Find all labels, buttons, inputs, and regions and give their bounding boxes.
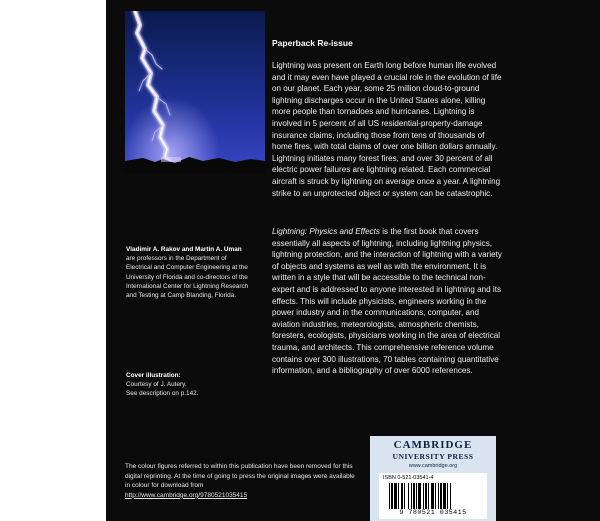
back-cover (106, 0, 600, 521)
cover-photo-lightning (125, 11, 265, 174)
cover-illustration-credit (126, 371, 254, 399)
colour-figures-note (125, 462, 355, 500)
description-paragraph-2 (272, 226, 504, 377)
publisher-logo-line-1: CAMBRIDGE (393, 439, 473, 451)
reissue-heading: Paperback Re-issue (272, 38, 353, 48)
lightning-bolt-icon (125, 11, 265, 174)
isbn-barcode-box (379, 473, 487, 519)
barcode-icon (389, 483, 477, 509)
author-bio-text: are professors in the Department of Electrical and Computer Engineering at the University of Florida and co-directors of the International Center for Lightning Research and Testing at Camp Blanding, Florida. (126, 255, 249, 300)
colour-figures-note-text: The colour figures referred to within this publication have been removed for this digital reprinting. At the time of going to press the original images were available in colour for download from (125, 463, 355, 490)
publisher-panel (370, 436, 496, 521)
description-paragraph-1: Lightning was present on Earth long before human life evolved and it may even have played a crucial role in the evolution of life on our planet. Each year, some 25 million cloud-to-ground lightning discharges occur in the United States alone, killing more people than tornadoes and hurricanes. Lightning is involved in 5 percent of all US residential-property-damage insurance claims, including those from tens of thousands of home fires, with total claims of over one billion dollars annually. Lightning initiates many forest fires, and over 30 percent of all electric power failures are lightning related. Each commercial aircraft is struck by lightning on average once a year. A lightning strike to an unprotected object or system can be catastrophic. (272, 61, 502, 198)
cover-illustration-see-line: See description on p.142. (126, 390, 199, 398)
cover-illustration-credit-line: Courtesy of J. Autery. (126, 381, 187, 389)
author-bio (126, 245, 254, 300)
publisher-url: www.cambridge.org (408, 463, 458, 469)
description-paragraph-2-text: is the first book that covers essentially all aspects of lightning, including lightning physics, lightning protection, and the interaction of lightning with a variety of objects and systems as well as with the environment. It is written in a style that will be accessible to the technical non-expert and is addressed to anyone interested in lightning and its effects. This will include physicists, engineers working in the power industry and in the communications, computer, and aviation industries, meteorologists, atmospheric chemists, foresters, ecologists, physicians working in the area of electrical trauma, and architects. This comprehensive reference volume contains over 300 illustrations, 70 tables containing quantitative information, and a bibliography of over 6000 references. (272, 227, 502, 376)
book-title: Lightning: Physics and Effects (272, 227, 380, 236)
barcode-digits: 9 780521 035415 (399, 509, 467, 517)
author-names: Vladimir A. Rakov and Martin A. Uman (126, 246, 242, 253)
cover-illustration-label: Cover illustration: (126, 372, 181, 379)
download-link[interactable]: http://www.cambridge.org/9780521035415 (125, 491, 248, 499)
isbn-label: ISBN 0-521-03541-4 (383, 475, 434, 481)
publisher-logo-line-2: UNIVERSITY PRESS (392, 452, 474, 461)
